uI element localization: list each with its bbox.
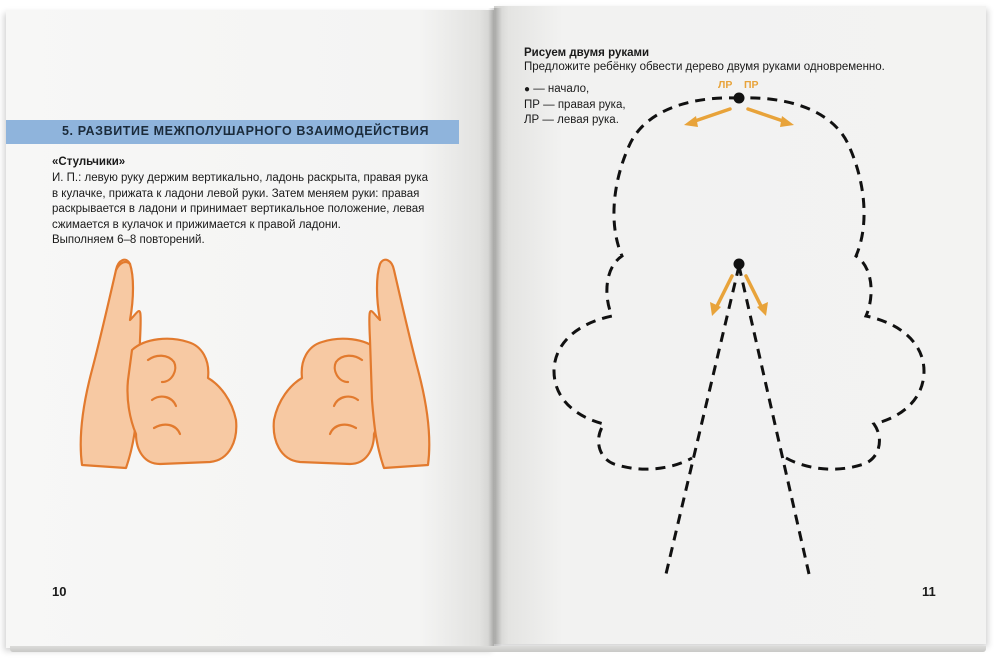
exercise-instruction: Предложите ребёнку обвести дерево двумя руками одновременно. [524, 61, 885, 73]
arrow-right-top-icon [748, 109, 786, 122]
dashed-tree-tracing [494, 6, 986, 646]
tree-crown-outline [554, 98, 924, 469]
right-open-palm-icon [369, 260, 429, 468]
page-number-right: 11 [922, 584, 936, 599]
section-header-bar [6, 120, 459, 144]
section-title: 5. РАЗВИТИЕ МЕЖПОЛУШАРНОГО ВЗАИМОДЕЙСТВИЯ [62, 124, 430, 138]
label-left-hand-start: ЛР [718, 79, 733, 91]
start-dot-top [734, 93, 745, 104]
exercise-line: раскрывается в ладони и принимает вертикальное положение, левая [52, 203, 425, 215]
exercise-title: «Стульчики» [52, 156, 126, 168]
exercise-text [52, 171, 446, 249]
exercise-title-right: Рисуем двумя руками [524, 47, 650, 59]
hands-fist-palm-illustration [60, 250, 450, 480]
page-edges [10, 646, 986, 652]
label-right-hand-start: ПР [744, 79, 759, 91]
tree-trunk-right [739, 266, 809, 574]
legend-text: ПР — правая рука, [524, 98, 626, 111]
legend-text: — начало, [530, 83, 590, 95]
start-dot-trunk [734, 259, 745, 270]
exercise-line: Выполняем 6–8 повторений. [52, 234, 205, 246]
page-number-left: 10 [52, 584, 67, 599]
left-fist-icon [127, 339, 236, 464]
legend-text: ЛР — левая рука. [524, 114, 619, 126]
tree-trunk-left [666, 266, 739, 574]
exercise-line: сжимается в кулачок и прижимается к правой ладони. [52, 218, 341, 231]
exercise-line: в кулачке, прижата к ладони левой руки. Затем меняем руки: правая [52, 187, 420, 200]
arrow-left-top-icon [692, 109, 730, 122]
start-dot-icon: ● [524, 84, 531, 95]
exercise-line: И. П.: левую руку держим вертикально, ладонь раскрыта, правая рука [52, 172, 429, 184]
right-fist-icon [274, 339, 383, 464]
